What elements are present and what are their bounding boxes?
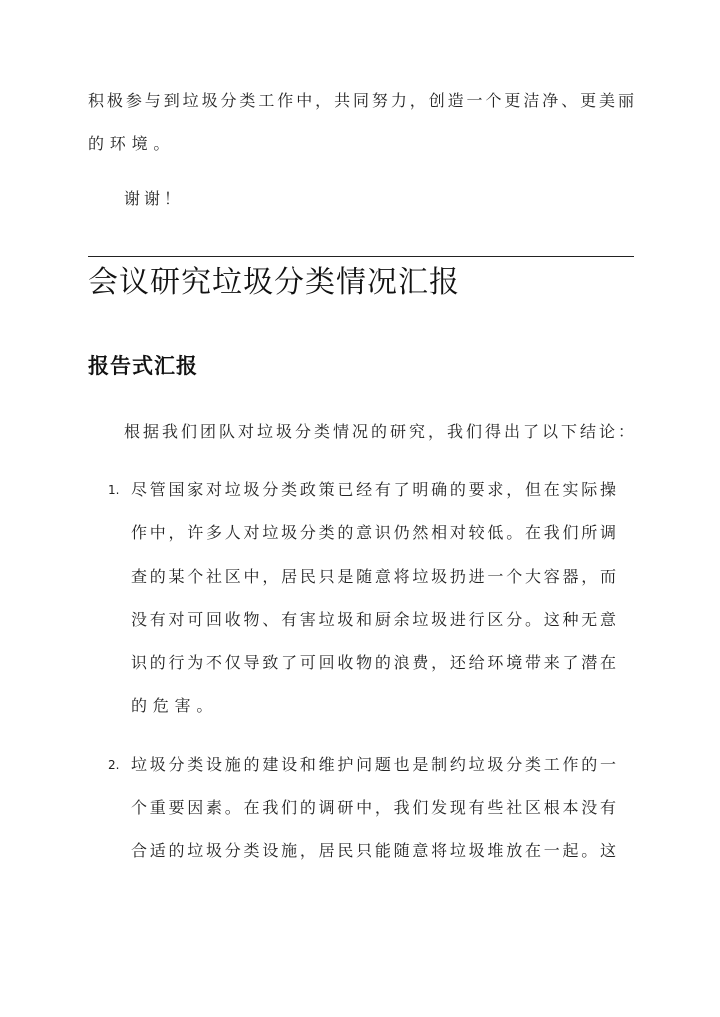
list-line: 查的某个社区中，居民只是随意将垃圾扔进一个大容器，而 (131, 567, 616, 586)
section-divider (88, 256, 634, 257)
list-line: 垃圾分类设施的建设和维护问题也是制约垃圾分类工作的一 (131, 755, 616, 774)
list-line: 尽管国家对垃圾分类政策已经有了明确的要求，但在实际操 (131, 480, 616, 499)
list-line: 的危害。 (131, 696, 219, 715)
thanks-text: 谢谢！ (124, 189, 185, 208)
paragraph-line: 的环境。 (88, 134, 176, 153)
list-line: 识的行为不仅导致了可回收物的浪费，还给环境带来了潜在 (131, 653, 616, 672)
intro-text: 根据我们团队对垃圾分类情况的研究，我们得出了以下结论： (124, 422, 634, 441)
document-title: 会议研究垃圾分类情况汇报 (88, 265, 460, 300)
list-line: 合适的垃圾分类设施，居民只能随意将垃圾堆放在一起。这 (131, 841, 616, 860)
section-heading: 报告式汇报 (88, 354, 198, 378)
paragraph-line: 积极参与到垃圾分类工作中，共同努力，创造一个更洁净、更美丽 (88, 91, 634, 110)
list-line: 作中，许多人对垃圾分类的意识仍然相对较低。在我们所调 (131, 523, 616, 542)
list-number: 1. (108, 483, 120, 497)
list-line: 个重要因素。在我们的调研中，我们发现有些社区根本没有 (131, 798, 616, 817)
list-line: 没有对可回收物、有害垃圾和厨余垃圾进行区分。这种无意 (131, 610, 616, 629)
list-number: 2. (108, 758, 120, 772)
